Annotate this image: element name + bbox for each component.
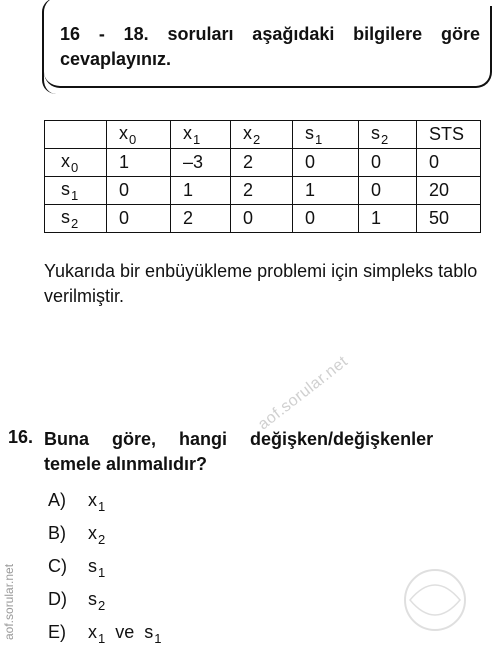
cell-symbol: 1 [371,208,382,228]
cell-symbol: 0 [119,208,130,228]
table-cell [171,177,231,205]
table-row-label [45,205,107,233]
table-row-label [45,177,107,205]
table-cell [359,205,417,233]
cell-symbol: x [183,122,192,143]
cell-symbol: 1 [305,180,316,200]
simplex-table [44,120,481,233]
instruction-text: 16 - 18. soruları aşağıdaki bilgilere göre cevaplayınız. [60,24,480,69]
option-text [88,622,161,646]
faint-logo-icon [380,560,480,640]
cell-symbol: s [305,122,314,143]
cell-symbol: 0 [305,152,316,172]
option-e[interactable] [48,622,161,655]
table-cell [107,149,171,177]
option-symbol: ve [115,622,135,642]
cell-subscript: 2 [71,215,79,231]
cell-symbol: 0 [429,152,440,172]
table-cell [417,205,481,233]
table-header-cell [45,121,107,149]
table-cell [171,149,231,177]
cell-subscript: 1 [71,187,79,203]
option-text [88,490,105,514]
option-symbol: x [88,523,97,543]
option-symbol: s [144,622,154,642]
watermark: aof.sorular.net [255,352,352,434]
option-subscript: 1 [98,499,106,514]
table-row [45,149,481,177]
cell-subscript: 2 [381,131,389,147]
cell-symbol: 20 [429,180,450,200]
cell-subscript: 1 [193,131,201,147]
cell-symbol: s [371,122,380,143]
option-letter: D) [48,589,67,609]
cell-symbol: 0 [119,180,130,200]
option-subscript: 1 [154,631,162,646]
table-header-cell [293,121,359,149]
cell-subscript: 0 [71,159,79,175]
option-symbol: x [88,490,97,510]
table-cell [231,205,293,233]
cell-symbol: 0 [371,180,382,200]
cell-symbol: 1 [119,152,130,172]
table-row [45,205,481,233]
question-text [44,427,484,477]
table-cell [359,149,417,177]
option-letter: B) [48,523,66,543]
cell-subscript: 2 [253,131,261,147]
cell-symbol: 2 [243,152,254,172]
cell-symbol: 2 [183,208,194,228]
cell-symbol: s [61,178,70,199]
table-cell [231,149,293,177]
option-letter: C) [48,556,67,576]
option-subscript: 2 [98,532,106,547]
table-cell [359,177,417,205]
question-line-2: temele alınmalıdır? [44,454,208,474]
table-cell [171,205,231,233]
table-cell [293,205,359,233]
option-text [88,589,105,613]
cell-symbol: s [61,206,70,227]
table-cell [231,177,293,205]
cell-symbol: STS [429,124,465,144]
option-text [88,556,105,580]
table-cell [293,177,359,205]
cell-symbol: 2 [243,180,254,200]
cell-symbol: 0 [243,208,254,228]
option-d[interactable] [48,589,161,622]
side-watermark: aof.sorular.net [2,563,16,640]
cell-symbol: 1 [183,180,194,200]
option-symbol: x [88,622,97,642]
table-cell [417,177,481,205]
cell-symbol: x [243,122,252,143]
option-a[interactable] [48,490,161,523]
cell-symbol: 50 [429,208,450,228]
option-letter: E) [48,622,66,642]
option-text [88,523,105,547]
cell-subscript: 1 [315,131,323,147]
cell-symbol: x [119,122,128,143]
option-symbol: s [88,589,97,609]
cell-symbol: x [61,150,70,171]
option-subscript: 1 [98,565,106,580]
cell-symbol: 0 [305,208,316,228]
table-header-cell [417,121,481,149]
question-line-1: Buna göre, hangi değişken/değişkenler [44,429,434,449]
table-header-cell [359,121,417,149]
option-symbol: s [88,556,97,576]
cell-symbol: 0 [371,152,382,172]
question-number: 16. [8,427,34,447]
table-description: Yukarıda bir enbüyükleme problemi için simpleks tablo verilmiştir. [44,261,478,306]
table-cell [107,177,171,205]
option-letter: A) [48,490,66,510]
cell-symbol: –3 [183,152,204,172]
table-row [45,177,481,205]
table-header-cell [231,121,293,149]
option-c[interactable] [48,556,161,589]
table-header-cell [171,121,231,149]
table-cell [417,149,481,177]
option-subscript: 1 [98,631,106,646]
table-row-label [45,149,107,177]
table-cell [293,149,359,177]
option-subscript: 2 [98,598,106,613]
table-header-row [45,121,481,149]
answer-options [48,490,161,655]
option-b[interactable] [48,523,161,556]
table-cell [107,205,171,233]
cell-subscript: 0 [129,131,137,147]
table-header-cell [107,121,171,149]
